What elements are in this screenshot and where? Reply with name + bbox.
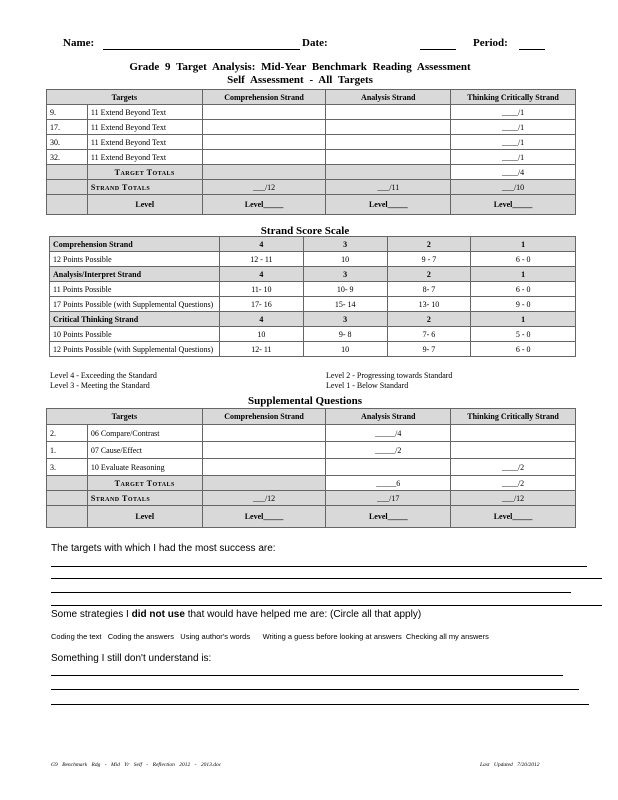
row-comp [202,150,326,165]
legend-level-3: Level 3 - Meeting the Standard [50,381,150,390]
period-field[interactable] [519,49,545,50]
score-scale-title: Strand Score Scale [260,225,350,237]
scale-header-comprehension: Comprehension Strand [50,237,220,252]
targets-table [46,89,576,215]
table-row [47,150,576,165]
strand-totals-comp[interactable]: ___/12 [202,491,326,506]
scale-value: 10- 9 [303,282,387,297]
score-scale-table [49,236,576,357]
row-think[interactable]: ____/2 [451,459,576,476]
row-anal[interactable]: _____/4 [326,425,451,442]
target-totals-think[interactable]: ____/4 [451,165,576,180]
row-target: 11 Extend Beyond Text [87,105,202,120]
row-comp [202,442,326,459]
page-subtitle: Self Assessment - All Targets [227,74,373,86]
row-target: 11 Extend Beyond Text [87,150,202,165]
strand-totals-anal[interactable]: ___/17 [326,491,451,506]
scale-level: 2 [387,267,471,282]
scale-value: 15- 14 [303,297,387,312]
row-think [451,425,576,442]
row-number: 17. [47,120,88,135]
level-label: Level [87,195,202,215]
scale-level: 3 [303,267,387,282]
scale-value: 8- 7 [387,282,471,297]
scale-value: 12 - 11 [219,252,303,267]
scale-value: 10 [219,327,303,342]
success-answer-line[interactable] [51,578,602,579]
row-number: 2. [47,425,88,442]
table-row [47,120,576,135]
supplemental-title: Supplemental Questions [248,395,362,407]
scale-level: 3 [303,312,387,327]
strategy-option-coding-answers[interactable]: Coding the answers [107,632,175,641]
scale-value: 9- 7 [387,342,471,357]
legend-level-2: Level 2 - Progressing towards Standard [326,371,453,380]
col-header-comprehension: Comprehension Strand [202,409,326,425]
strategy-option-list [51,632,489,641]
scale-row-label: 12 Points Possible [50,252,220,267]
strategies-prompt-post: that would have helped me are: (Circle all that apply) [184,609,422,620]
row-anal [326,120,451,135]
row-comp [202,425,326,442]
row-target: 11 Extend Beyond Text [87,120,202,135]
level-anal[interactable]: Level_____ [326,506,451,528]
strand-totals-anal[interactable]: ___/11 [326,180,451,195]
scale-section-header [50,267,576,282]
scale-level: 2 [387,312,471,327]
scale-value: 9 - 0 [471,297,576,312]
scale-value: 17- 16 [219,297,303,312]
target-totals-anal[interactable]: _____6 [326,476,451,491]
row-think[interactable]: ____/1 [451,120,576,135]
level-comp[interactable]: Level_____ [202,195,326,215]
scale-value: 11- 10 [219,282,303,297]
strategies-prompt-bold: did not use [131,609,185,620]
scale-value: 9- 8 [303,327,387,342]
scale-header-critical-thinking: Critical Thinking Strand [50,312,220,327]
scale-row-label: 17 Points Possible (with Supplemental Questions) [50,297,220,312]
row-comp [202,105,326,120]
table-row [50,252,576,267]
understand-prompt: Something I still don't understand is: [51,653,212,664]
strategy-option-coding-text[interactable]: Coding the text [51,632,102,641]
strategies-prompt [51,609,421,620]
row-anal [326,135,451,150]
scale-section-header [50,237,576,252]
row-anal [326,459,451,476]
scale-value: 9 - 7 [387,252,471,267]
scale-row-label: 10 Points Possible [50,327,220,342]
row-number: 30. [47,135,88,150]
strategies-prompt-pre: Some strategies I [51,609,132,620]
scale-value: 6 - 0 [471,282,576,297]
scale-level: 1 [471,312,576,327]
col-header-analysis: Analysis Strand [326,409,451,425]
success-answer-line[interactable] [51,566,587,567]
scale-header-analysis: Analysis/Interpret Strand [50,267,220,282]
scale-value: 12- 11 [219,342,303,357]
row-think [451,442,576,459]
scale-value: 10 [303,342,387,357]
name-label: Name: [63,37,95,49]
strand-totals-comp[interactable]: ___/12 [202,180,326,195]
target-totals-row [47,165,576,180]
level-think[interactable]: Level_____ [451,195,576,215]
table-row [50,297,576,312]
table-row [47,442,576,459]
col-header-targets: Targets [47,409,203,425]
scale-value: 10 [303,252,387,267]
understand-answer-line[interactable] [51,675,563,676]
row-think[interactable]: ____/1 [451,105,576,120]
scale-value: 6 - 0 [471,342,576,357]
row-comp [202,120,326,135]
row-target: 06 Compare/Contrast [87,425,202,442]
strand-totals-think[interactable]: ___/12 [451,491,576,506]
understand-answer-line[interactable] [51,689,579,690]
scale-value: 5 - 0 [471,327,576,342]
col-header-analysis: Analysis Strand [326,90,451,105]
period-label: Period: [473,37,508,49]
target-totals-anal [326,165,451,180]
row-comp [202,135,326,150]
legend-level-4: Level 4 - Exceeding the Standard [50,371,157,380]
row-number: 1. [47,442,88,459]
col-header-thinking: Thinking Critically Strand [451,409,576,425]
row-anal [326,150,451,165]
level-think[interactable]: Level_____ [451,506,576,528]
scale-level: 3 [303,237,387,252]
scale-level: 4 [219,312,303,327]
date-label: Date: [302,37,328,49]
strategy-option-authors-words[interactable]: Using author's words [180,632,251,641]
success-answer-line[interactable] [51,592,571,593]
success-prompt: The targets with which I had the most success are: [51,543,276,554]
row-target: 11 Extend Beyond Text [87,135,202,150]
row-anal [326,105,451,120]
name-field[interactable] [103,49,300,50]
strand-totals-label: Strand Totals [87,491,202,506]
level-row [47,506,576,528]
strategy-option-checking-answers[interactable]: Checking all my answers [405,632,489,641]
scale-row-label: 11 Points Possible [50,282,220,297]
scale-value: 7- 6 [387,327,471,342]
target-totals-comp [202,165,326,180]
success-answer-line[interactable] [51,605,602,606]
table-row [50,327,576,342]
scale-level: 4 [219,267,303,282]
footer-updated: Last Updated 7/20/2012 [480,762,540,768]
strand-totals-think[interactable]: ___/10 [451,180,576,195]
col-header-comprehension: Comprehension Strand [202,90,326,105]
scale-level: 4 [219,237,303,252]
row-comp [202,459,326,476]
scale-value: 6 - 0 [471,252,576,267]
understand-answer-line[interactable] [51,704,589,705]
strand-totals-row [47,491,576,506]
legend-level-1: Level 1 - Below Standard [326,381,409,390]
table-row [50,342,576,357]
target-totals-think[interactable]: ____/2 [451,476,576,491]
row-number: 3. [47,459,88,476]
page-title: Grade 9 Target Analysis: Mid-Year Benchmark Reading Assessment [129,61,471,73]
target-totals-comp [202,476,326,491]
date-field[interactable] [420,49,456,50]
row-think[interactable]: ____/1 [451,150,576,165]
target-totals-label: Target Totals [87,476,202,491]
row-target: 10 Evaluate Reasoning [87,459,202,476]
scale-value: 13- 10 [387,297,471,312]
row-number: 9. [47,105,88,120]
table-row [47,425,576,442]
scale-section-header [50,312,576,327]
table-row [47,105,576,120]
table-row [47,459,576,476]
strand-totals-row [47,180,576,195]
strategy-option-writing-guess[interactable]: Writing a guess before looking at answers [262,632,402,641]
footer-filename: G9 Benchmark Rdg - Mid Yr Self - Reflection 2012 - 2013.doc [51,762,222,768]
col-header-thinking: Thinking Critically Strand [451,90,576,105]
row-number: 32. [47,150,88,165]
row-think[interactable]: ____/1 [451,135,576,150]
strand-totals-label: Strand Totals [87,180,202,195]
target-totals-row [47,476,576,491]
table-row [47,135,576,150]
table-row [50,282,576,297]
level-comp[interactable]: Level_____ [202,506,326,528]
col-header-targets: Targets [47,90,203,105]
row-target: 07 Cause/Effect [87,442,202,459]
level-anal[interactable]: Level_____ [326,195,451,215]
scale-row-label: 12 Points Possible (with Supplemental Questions) [50,342,220,357]
scale-level: 1 [471,267,576,282]
level-label: Level [87,506,202,528]
level-row [47,195,576,215]
row-anal[interactable]: _____/2 [326,442,451,459]
scale-level: 1 [471,237,576,252]
supplemental-table [46,408,576,528]
target-totals-label: Target Totals [87,165,202,180]
scale-level: 2 [387,237,471,252]
